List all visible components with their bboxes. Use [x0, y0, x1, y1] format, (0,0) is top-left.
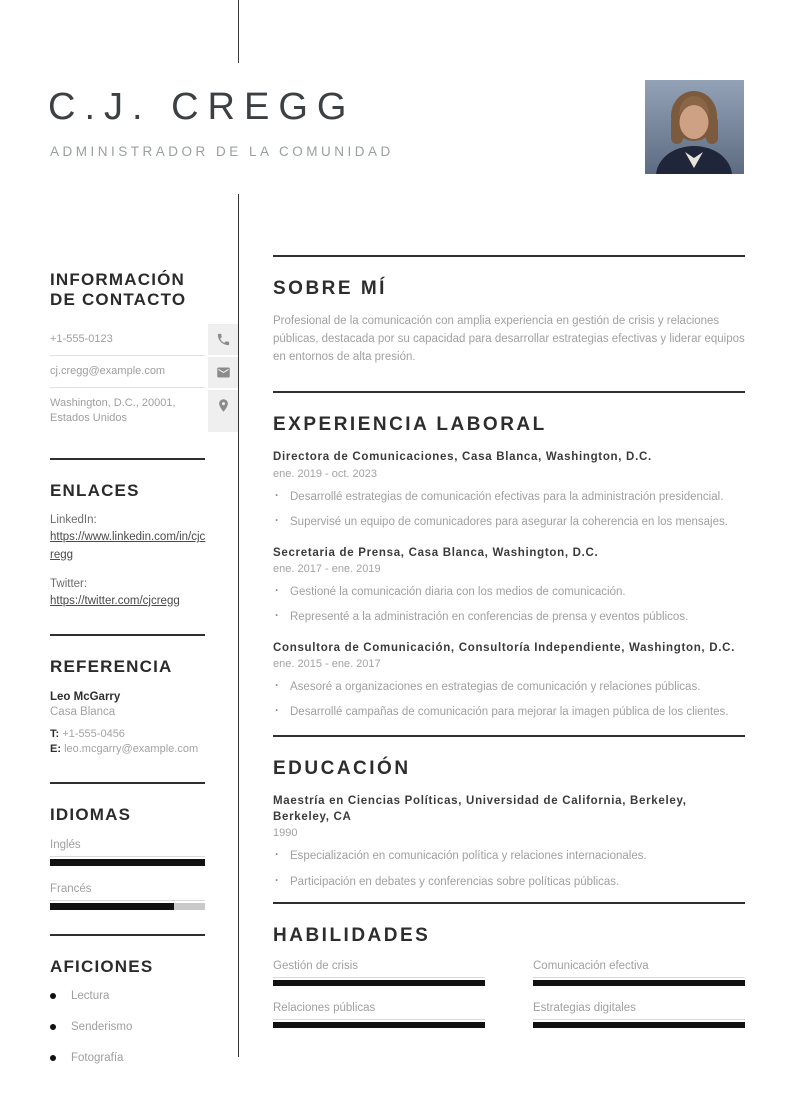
reference-company: Casa Blanca: [50, 705, 116, 718]
link-item-twitter: [50, 578, 238, 610]
section-divider: [273, 255, 745, 257]
hobby-item: [50, 1052, 238, 1064]
bullet-icon: [50, 1055, 56, 1061]
reference-email: [50, 742, 210, 758]
education-heading: EDUCACIÓN: [273, 758, 411, 780]
skill-name: Comunicación efectiva: [533, 960, 745, 978]
linkedin-link[interactable]: https://www.linkedin.com/in/cjcregg: [50, 531, 206, 561]
contact-phone-value: +1-555-0123: [50, 324, 205, 356]
experience-heading: EXPERIENCIA LABORAL: [273, 414, 547, 436]
job-entry: [273, 449, 745, 529]
reference-phone-value: +1-555-0456: [62, 727, 125, 740]
contact-address-value: Washington, D.C., 20001, Estados Unidos: [50, 397, 176, 424]
job-bullet: · Representé a la administración en conferencias de prensa y eventos públicos.: [273, 609, 745, 625]
sidebar-divider: [50, 634, 205, 636]
job-dates: ene. 2015 - ene. 2017: [273, 658, 381, 671]
job-entry: [273, 640, 745, 720]
degree-title: Maestría en Ciencias Políticas, Universidad de California, Berkeley, Berkeley, CA: [273, 795, 687, 824]
education-year: 1990: [273, 827, 298, 840]
job-title: Directora de Comunicaciones, Casa Blanca, Washington, D.C.: [273, 451, 652, 464]
skill-bar: [273, 980, 485, 986]
section-divider: [273, 735, 745, 737]
sidebar-divider: [50, 458, 205, 460]
skill-item: [273, 960, 485, 986]
languages-heading: IDIOMAS: [50, 805, 132, 825]
reference-name: Leo McGarry: [50, 690, 121, 703]
bullet-icon: [50, 1024, 56, 1030]
job-title: Secretaria de Prensa, Casa Blanca, Washington, D.C.: [273, 546, 599, 559]
education-bullet: · Participación en debates y conferencias sobre políticas públicas.: [273, 874, 745, 890]
hobbies-section: [50, 957, 238, 1064]
job-bullet: · Desarrollé estrategias de comunicación efectivas para la administración presidencial.: [273, 489, 745, 505]
link-label: LinkedIn:: [50, 514, 97, 527]
skills-section: [273, 925, 745, 1028]
job-dates: ene. 2017 - ene. 2019: [273, 562, 381, 575]
hobby-label: Senderismo: [71, 1021, 133, 1034]
languages-section: [50, 805, 238, 909]
reference-section: [50, 657, 238, 758]
skill-item: [273, 1002, 485, 1028]
section-divider: [273, 391, 745, 393]
link-label: Twitter:: [50, 577, 88, 590]
hobby-label: Lectura: [71, 990, 110, 1003]
job-bullet: · Asesoré a organizaciones en estrategias de comunicación y relaciones públicas.: [273, 679, 745, 695]
language-item: [50, 883, 238, 910]
language-item: [50, 839, 238, 866]
job-entry: [273, 545, 745, 625]
hobby-item: [50, 1021, 238, 1033]
sidebar-divider: [50, 782, 205, 784]
phone-icon: [208, 324, 238, 355]
skill-name: Gestión de crisis: [273, 960, 485, 978]
contact-heading: [50, 270, 238, 311]
contact-heading-line2: DE CONTACTO: [50, 290, 187, 310]
sidebar-divider: [50, 934, 205, 936]
location-icon: [208, 390, 238, 432]
contact-heading-line1: INFORMACIÓN: [50, 270, 186, 289]
reference-email-label: E:: [50, 743, 61, 756]
about-text: Profesional de la comunicación con amplia experiencia en gestión de crisis y relaciones públicas, destacada por su capacidad para desarrollar estrategias efectivas y liderar equipos en entornos de alta presión.: [273, 315, 745, 363]
education-entry: [273, 793, 745, 889]
experience-section: [273, 414, 745, 720]
about-section: [273, 278, 745, 366]
job-title: Consultora de Comunicación, Consultoría Independiente, Washington, D.C.: [273, 642, 736, 654]
person-title: ADMINISTRADOR DE LA COMUNIDAD: [50, 144, 394, 159]
links-section: [50, 481, 238, 610]
education-bullet: · Especialización en comunicación política y relaciones internacionales.: [273, 848, 745, 864]
person-name: C.J. CREGG: [48, 86, 356, 128]
top-rule: [238, 0, 239, 63]
links-heading: ENLACES: [50, 480, 140, 500]
skill-item: [533, 960, 745, 986]
job-bullet: · Supervisé un equipo de comunicadores para asegurar la coherencia en los mensajes.: [273, 514, 745, 530]
reference-phone-label: T:: [50, 727, 60, 740]
contact-section: [50, 270, 238, 434]
language-name: Francés: [50, 883, 205, 901]
section-divider: [273, 902, 745, 904]
job-bullet: · Gestioné la comunicación diaria con los medios de comunicación.: [273, 584, 745, 600]
skill-name: Estrategias digitales: [533, 1002, 745, 1020]
reference-heading: REFERENCIA: [50, 657, 173, 677]
job-bullet: · Desarrollé campañas de comunicación para mejorar la imagen pública de los clientes.: [273, 704, 745, 720]
hobbies-heading: AFICIONES: [50, 956, 154, 976]
skill-bar: [273, 1022, 485, 1028]
language-bar: [50, 859, 205, 866]
contact-email-value: cj.cregg@example.com: [50, 356, 205, 388]
skill-name: Relaciones públicas: [273, 1002, 485, 1020]
reference-phone: [50, 727, 210, 743]
link-item-linkedin: [50, 514, 238, 564]
main-column: [273, 255, 745, 1048]
sidebar: [50, 270, 238, 1083]
skills-heading: HABILIDADES: [273, 924, 431, 946]
education-section: [273, 758, 745, 889]
hobby-label: Fotografía: [71, 1052, 124, 1065]
twitter-link[interactable]: https://twitter.com/cjcregg: [50, 594, 180, 607]
language-name: Inglés: [50, 839, 205, 857]
profile-photo: [645, 80, 744, 174]
skill-bar: [533, 1022, 745, 1028]
column-divider: [238, 194, 239, 1057]
mail-icon: [208, 357, 238, 388]
skill-item: [533, 1002, 745, 1028]
job-dates: ene. 2019 - oct. 2023: [273, 467, 377, 480]
language-bar: [50, 903, 205, 910]
skill-bar: [533, 980, 745, 986]
reference-email-value: leo.mcgarry@example.com: [64, 743, 199, 756]
about-heading: SOBRE MÍ: [273, 278, 387, 299]
hobby-item: [50, 990, 238, 1002]
bullet-icon: [50, 993, 56, 999]
